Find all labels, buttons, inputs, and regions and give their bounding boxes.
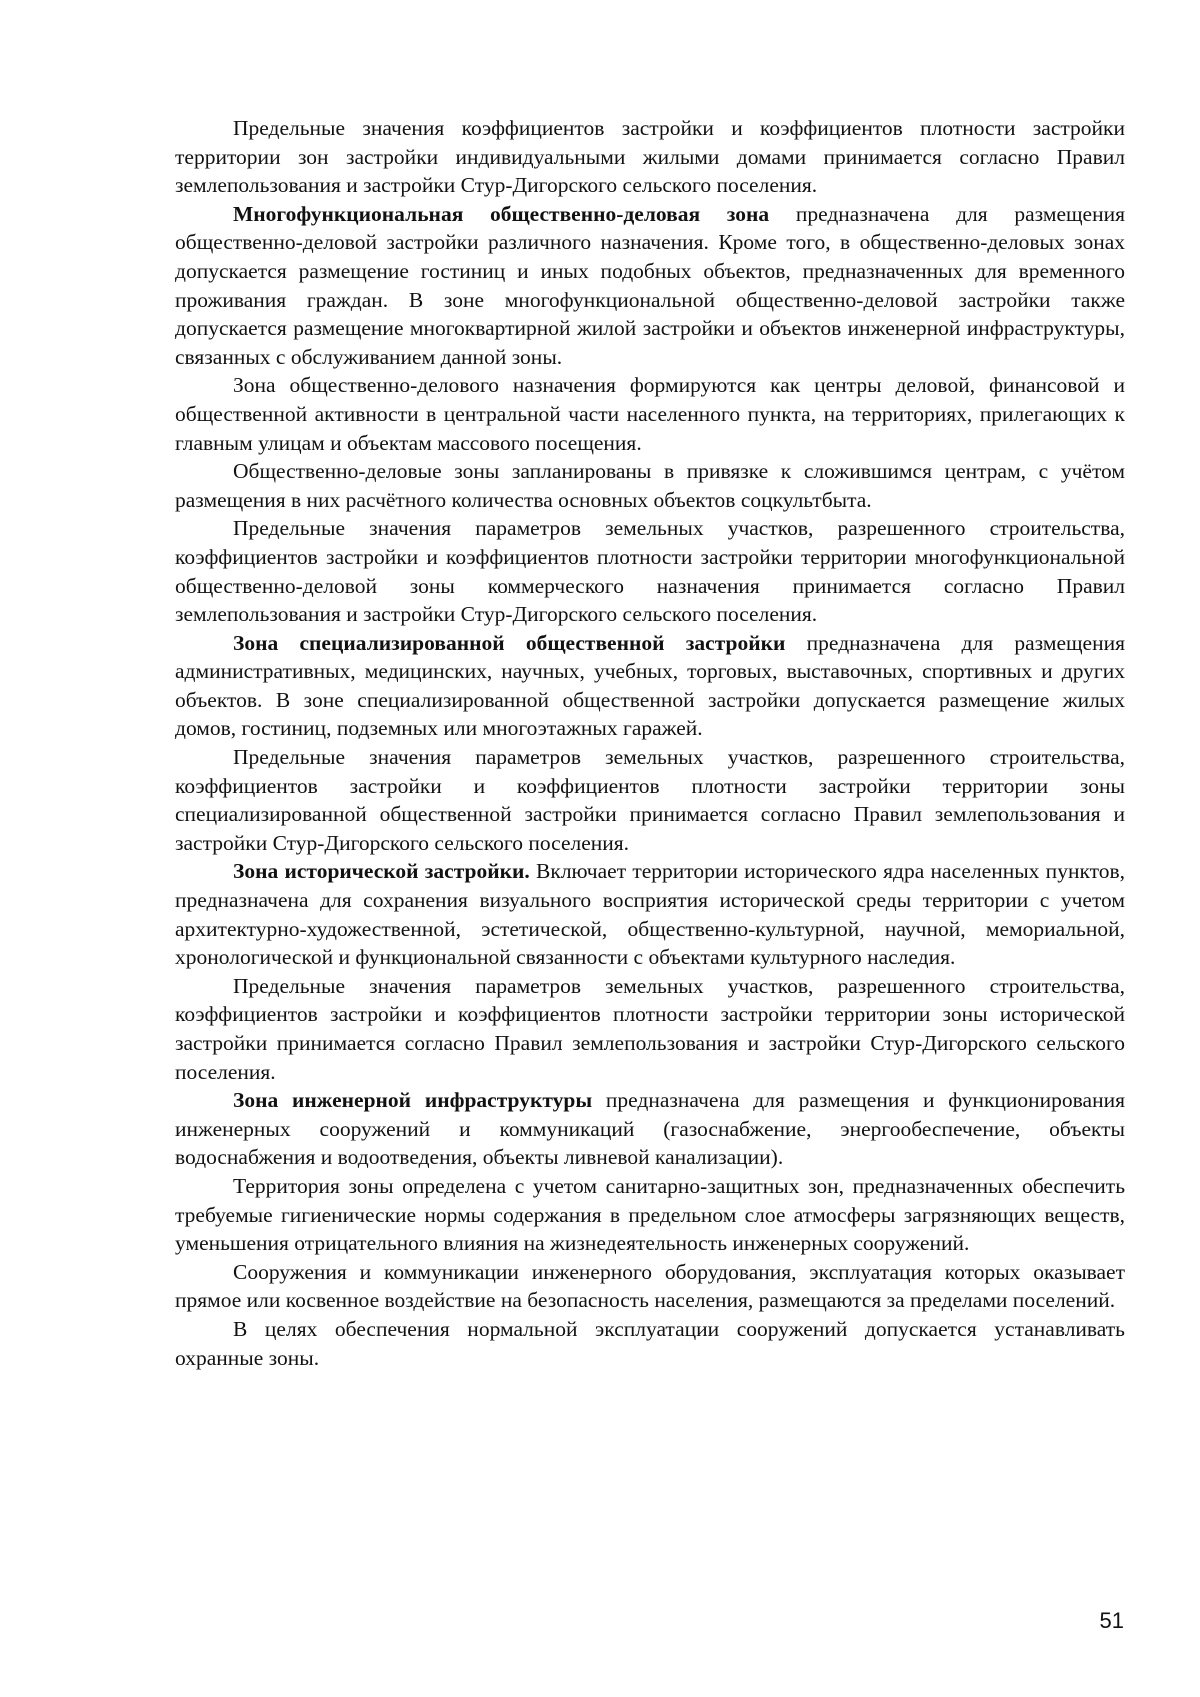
paragraph-2-bold: Многофункциональная общественно-деловая зона bbox=[233, 201, 770, 226]
paragraph-2-text: предназначена для размещения общественно-деловой застройки различного назначения. Кроме того, в общественно-деловых зонах допускается размещение гостиниц и иных подобных объектов, предназначенных для временного проживания граждан. В зоне многофункциональной общественно-деловой застройки также допускается размещение многоквартирной жилой застройки и объектов инженерной инфраструктуры, связанных с обслуживанием данной зоны. bbox=[175, 201, 1125, 369]
paragraph-3-text: Зона общественно-делового назначения формируются как центры деловой, финансовой и общественной активности в центральной части населенного пункта, на территориях, прилегающих к главным улицам и объектам массового посещения. bbox=[175, 373, 1125, 455]
paragraph-10 bbox=[175, 1086, 1125, 1172]
document-body bbox=[175, 114, 1125, 1372]
paragraph-6 bbox=[175, 629, 1125, 743]
paragraph-4 bbox=[175, 457, 1125, 514]
paragraph-11 bbox=[175, 1172, 1125, 1258]
paragraph-6-bold: Зона специализированной общественной застройки bbox=[233, 630, 786, 655]
paragraph-7-text: Предельные значения параметров земельных участков, разрешенного строительства, коэффициентов застройки и коэффициентов плотности застройки территории зоны специализированной общественной застройки принимается согласно Правил землепользования и застройки Стур-Дигорского сельского поселения. bbox=[175, 745, 1125, 855]
paragraph-4-text: Общественно-деловые зоны запланированы в привязке к сложившимся центрам, с учётом размещения в них расчётного количества основных объектов соцкультбыта. bbox=[175, 459, 1125, 512]
paragraph-8-bold: Зона исторической застройки. bbox=[233, 859, 530, 884]
paragraph-10-text: предназначена для размещения и функционирования инженерных сооружений и коммуникаций (газоснабжение, энергообеспечение, объекты водоснабжения и водоотведения, объекты ливневой канализации). bbox=[175, 1088, 1125, 1170]
paragraph-6-text: предназначена для размещения административных, медицинских, научных, учебных, торговых, выставочных, спортивных и других объектов. В зоне специализированной общественной застройки допускается размещение жилых домов, гостиниц, подземных или многоэтажных гаражей. bbox=[175, 630, 1125, 741]
paragraph-8 bbox=[175, 857, 1125, 971]
paragraph-2 bbox=[175, 200, 1125, 372]
paragraph-1-text: Предельные значения коэффициентов застройки и коэффициентов плотности застройки территории зон застройки индивидуальными жилыми домами принимается согласно Правил землепользования и застройки Стур-Дигорского сельского поселения. bbox=[175, 116, 1125, 198]
paragraph-5 bbox=[175, 514, 1125, 628]
paragraph-10-bold: Зона инженерной инфраструктуры bbox=[233, 1088, 593, 1113]
paragraph-13 bbox=[175, 1315, 1125, 1372]
paragraph-12-text: Сооружения и коммуникации инженерного оборудования, эксплуатация которых оказывает прямое или косвенное воздействие на безопасность населения, размещаются за пределами поселений. bbox=[175, 1259, 1125, 1313]
paragraph-12 bbox=[175, 1258, 1125, 1315]
paragraph-5-text: Предельные значения параметров земельных участков, разрешенного строительства, коэффициентов застройки и коэффициентов плотности застройки территории многофункциональной общественно-деловой зоны коммерческого назначения принимается согласно Правил землепользования и застройки Стур-Дигорского сельского поселения. bbox=[175, 516, 1125, 627]
paragraph-13-text: В целях обеспечения нормальной эксплуатации сооружений допускается устанавливать охранные зоны. bbox=[175, 1316, 1125, 1370]
paragraph-9 bbox=[175, 972, 1125, 1086]
paragraph-11-text: Территория зоны определена с учетом санитарно-защитных зон, предназначенных обеспечить требуемые гигиенические нормы содержания в предельном слое атмосферы загрязняющих веществ, уменьшения отрицательного влияния на жизнедеятельность инженерных сооружений. bbox=[175, 1173, 1125, 1256]
page-number: 51 bbox=[1099, 1608, 1124, 1633]
paragraph-7 bbox=[175, 743, 1125, 857]
paragraph-1 bbox=[175, 114, 1125, 200]
paragraph-9-text: Предельные значения параметров земельных участков, разрешенного строительства, коэффициентов застройки и коэффициентов плотности застройки территории зоны исторической застройки принимается согласно Правил землепользования и застройки Стур-Дигорского сельского поселения. bbox=[175, 973, 1125, 1084]
paragraph-8-text: Включает территории исторического ядра населенных пунктов, предназначена для сохранения визуального восприятия исторической среды территории с учетом архитектурно-художественной, эстетической, общественно-культурной, научной, мемориальной, хронологической и функциональной связанности с объектами культурного наследия. bbox=[175, 859, 1125, 970]
paragraph-3 bbox=[175, 371, 1125, 457]
